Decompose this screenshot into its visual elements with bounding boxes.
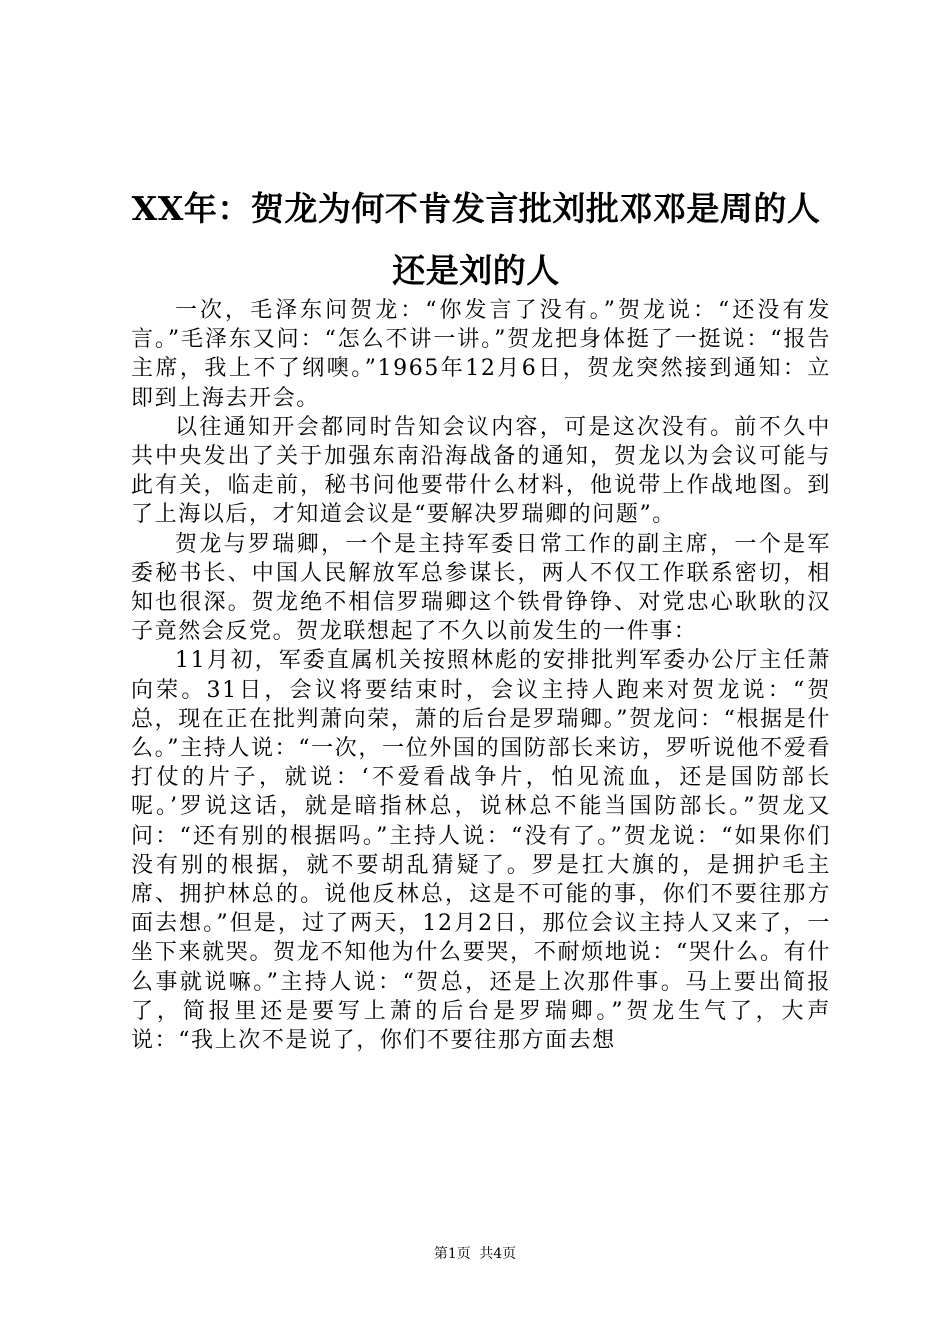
paragraph-1: 一次，毛泽东问贺龙：“你发言了没有。”贺龙说：“还没有发言。”毛泽东又问：“怎么不讲一讲。”贺龙把身体挺了一挺说：“报告主席，我上不了纲噢。”1965年12月6日，贺龙突然接到通知：立即到上海去开会。 [131,298,831,411]
page-footer [0,1243,950,1263]
paragraph-3: 贺龙与罗瑞卿，一个是主持军委日常工作的副主席，一个是军委秘书长、中国人民解放军总参谋长，两人不仅工作联系密切，相知也很深。贺龙绝不相信罗瑞卿这个铁骨铮铮、对党忠心耿耿的汉子竟然会反党。贺龙联想起了不久以前发生的一件事： [131,531,831,645]
paragraph-4: 11月初，军委直属机关按照林彪的安排批判军委办公厅主任萧向荣。31日，会议将要结束时，会议主持人跑来对贺龙说：“贺总，现在正在批判萧向荣，萧的后台是罗瑞卿。”贺龙问：“根据是什么。”主持人说：“一次，一位外国的国防部长来访，罗听说他不爱看打仗的片子，就说：‘不爱看战争片，怕见流血，还是国防部长呢。’罗说这话，就是暗指林总，说林总不能当国防部长。”贺龙又问：“还有别的根据吗。”主持人说：“没有了。”贺龙说：“如果你们没有别的根据，就不要胡乱猜疑了。罗是扛大旗的，是拥护毛主席、拥护林总的。说他反林总，这是不可能的事，你们不要往那方面去想。”但是，过了两天，12月2日，那位会议主持人又来了，一坐下来就哭。贺龙不知他为什么要哭，不耐烦地说：“哭什么。有什么事就说嘛。”主持人说：“贺总，还是上次那件事。马上要出简报了，简报里还是要写上萧的后台是罗瑞卿。”贺龙生气了，大声说：“我上次不是说了，你们不要往那方面去想 [131,648,831,1054]
paragraph-2: 以往通知开会都同时告知会议内容，可是这次没有。前不久中共中央发出了关于加强东南沿海战备的通知，贺龙以为会议可能与此有关，临走前，秘书问他要带什么材料，他说带上作战地图。到了上海以后，才知道会议是“要解决罗瑞卿的问题”。 [131,414,831,528]
document-title: XX年：贺龙为何不肯发言批刘批邓邓是周的人还是刘的人 [131,189,821,290]
page-number: 第1页 [433,1246,471,1262]
document-body [131,296,831,1055]
page-total: 共4页 [479,1246,517,1262]
